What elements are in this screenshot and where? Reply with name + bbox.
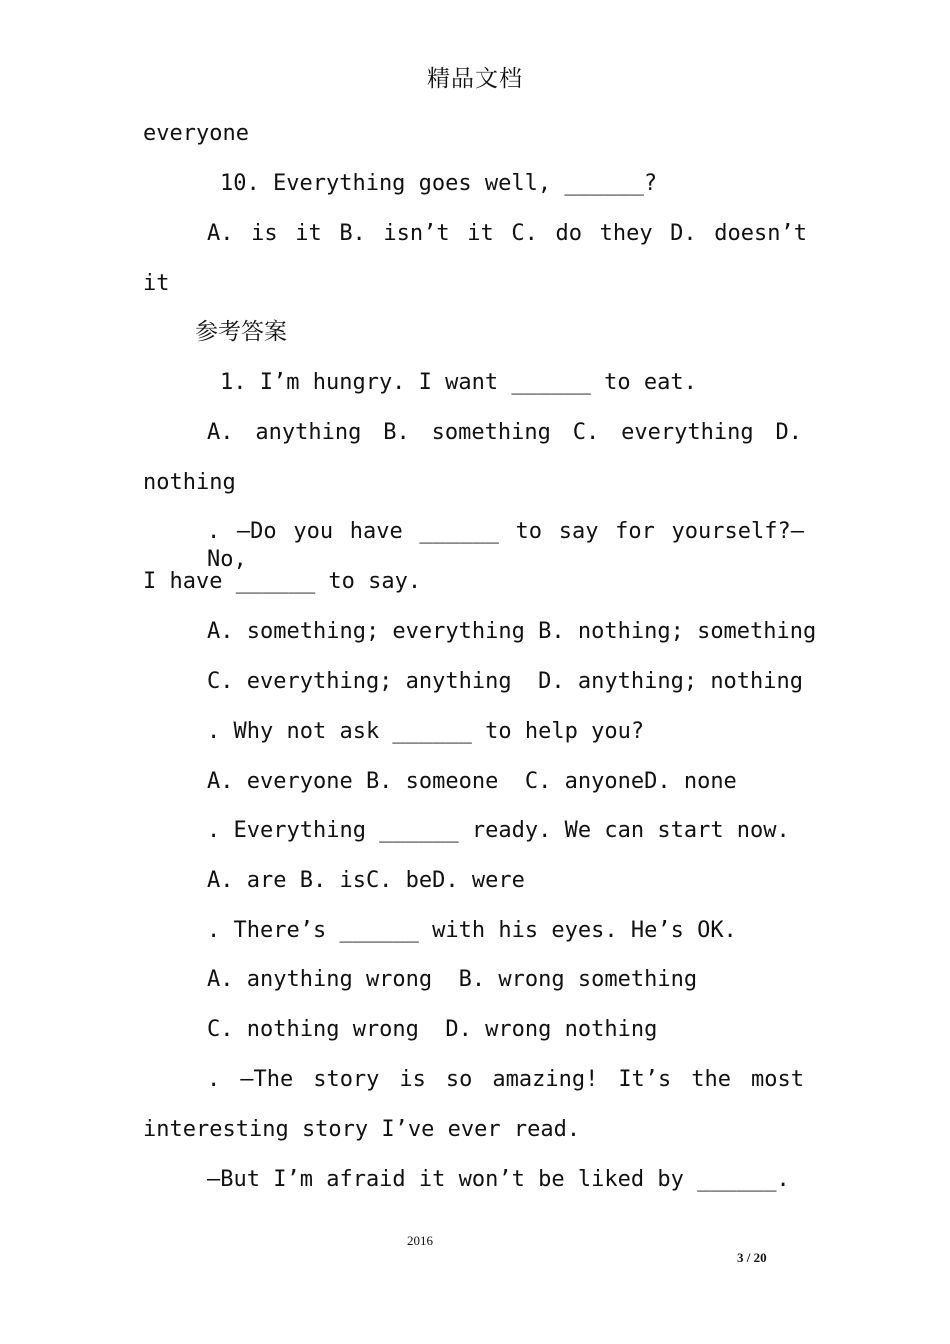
question-4-options: A. are B. isC. beD. were	[207, 868, 525, 893]
question-1: 1. I’m hungry. I want ______ to eat.	[220, 370, 697, 395]
question-2-options-cd: C. everything; anything D. anything; nothing	[207, 669, 804, 694]
question-1-options: A. anything B. something C. everything D.	[207, 420, 802, 445]
page-number: 3 / 20	[737, 1250, 767, 1265]
question-5-options-ab: A. anything wrong B. wrong something	[207, 967, 698, 992]
question-3: . Why not ask ______ to help you?	[207, 719, 645, 744]
text-line: interesting story I’ve ever read.	[143, 1117, 581, 1142]
question-2: . —Do you have ______ to say for yourself?—No,	[207, 519, 804, 572]
footer-year: 2016	[407, 1233, 433, 1248]
text-line: it	[143, 271, 170, 296]
question-6: . —The story is so amazing! It’s the most	[207, 1067, 804, 1092]
text-line: nothing	[143, 470, 236, 495]
question-10: 10. Everything goes well, ______?	[220, 171, 658, 196]
question-5-options-cd: C. nothing wrong D. wrong nothing	[207, 1017, 658, 1042]
question-4: . Everything ______ ready. We can start now.	[207, 818, 790, 843]
text-line: I have ______ to say.	[143, 569, 422, 594]
page-header-title: 精品文档	[427, 66, 523, 92]
text-line: —But I’m afraid it won’t be liked by ______.	[207, 1167, 790, 1192]
question-10-options: A. is it B. isn’t it C. do they D. doesn’t	[207, 221, 807, 246]
text-line: everyone	[143, 121, 249, 146]
question-3-options: A. everyone B. someone C. anyoneD. none	[207, 769, 737, 794]
question-5: . There’s ______ with his eyes. He’s OK.	[207, 918, 737, 943]
question-2-options-ab: A. something; everything B. nothing; something	[207, 619, 817, 644]
section-heading-answers: 参考答案	[195, 319, 287, 345]
